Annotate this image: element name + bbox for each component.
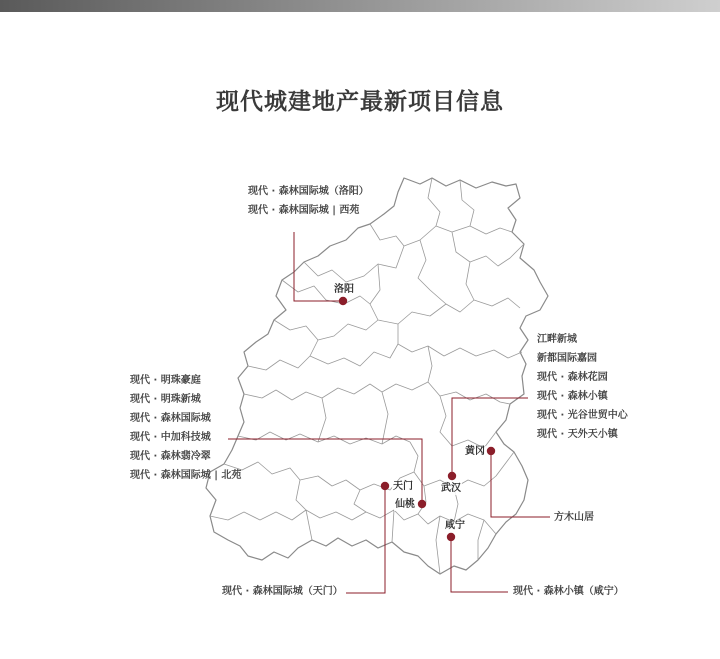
project-label: 现代 · 森林国际城	[130, 413, 211, 424]
project-label: 现代 · 明珠新城	[130, 394, 201, 405]
project-label: 现代 · 光谷世贸中心	[537, 410, 628, 421]
city-label-luoyang: 洛阳	[334, 284, 354, 295]
map-outline	[206, 178, 548, 574]
project-label: 现代 · 中加科技城	[130, 432, 211, 443]
project-list-wuhan-left	[130, 371, 241, 485]
leader-xianning	[451, 537, 508, 592]
project-list-huanggang-bottom	[554, 508, 594, 527]
county-boundaries	[210, 178, 524, 574]
city-label-tianmen: 天门	[393, 481, 413, 492]
project-label: 现代 · 森林国际城（天门）	[222, 586, 343, 597]
city-dot-xianning	[447, 533, 455, 541]
city-label-wuhan: 武汉	[441, 483, 461, 494]
project-label: 现代 · 森林国际城（洛阳）	[248, 186, 369, 197]
project-label: 现代 · 森林国际城 | 北苑	[130, 470, 242, 481]
city-dots	[339, 297, 495, 541]
project-label: 现代 · 天外天小镇	[537, 429, 618, 440]
project-label: 现代 · 森林国际城 | 西苑	[248, 205, 360, 216]
city-dot-wuhan	[448, 472, 456, 480]
page-title: 现代城建地产最新项目信息	[216, 89, 504, 115]
city-dot-huanggang	[487, 447, 495, 455]
project-label: 现代 · 森林花园	[537, 372, 608, 383]
project-label: 江畔新城	[537, 334, 577, 345]
city-dot-luoyang	[339, 297, 347, 305]
city-dot-xiantao	[418, 500, 426, 508]
city-label-xiantao: 仙桃	[395, 499, 415, 510]
project-list-huanggang-right	[537, 330, 628, 444]
city-label-xianning: 咸宁	[445, 520, 465, 531]
city-label-huanggang: 黄冈	[465, 446, 485, 457]
city-dot-tianmen	[381, 482, 389, 490]
project-label: 现代 · 森林小镇（咸宁）	[513, 586, 624, 597]
project-list-xianning	[513, 582, 624, 601]
project-label: 现代 · 明珠豪庭	[130, 375, 201, 386]
project-label: 方木山居	[554, 512, 594, 523]
project-label: 新都国际嘉园	[537, 353, 597, 364]
project-label: 现代 · 森林翡冷翠	[130, 451, 211, 462]
project-list-luoyang	[248, 182, 369, 220]
project-label: 现代 · 森林小镇	[537, 391, 608, 402]
leader-tianmen	[346, 486, 385, 593]
leader-wuhan-left	[228, 439, 422, 504]
leader-huanggang-right	[452, 398, 528, 476]
project-list-tianmen	[222, 582, 343, 601]
leader-lines	[228, 232, 550, 593]
